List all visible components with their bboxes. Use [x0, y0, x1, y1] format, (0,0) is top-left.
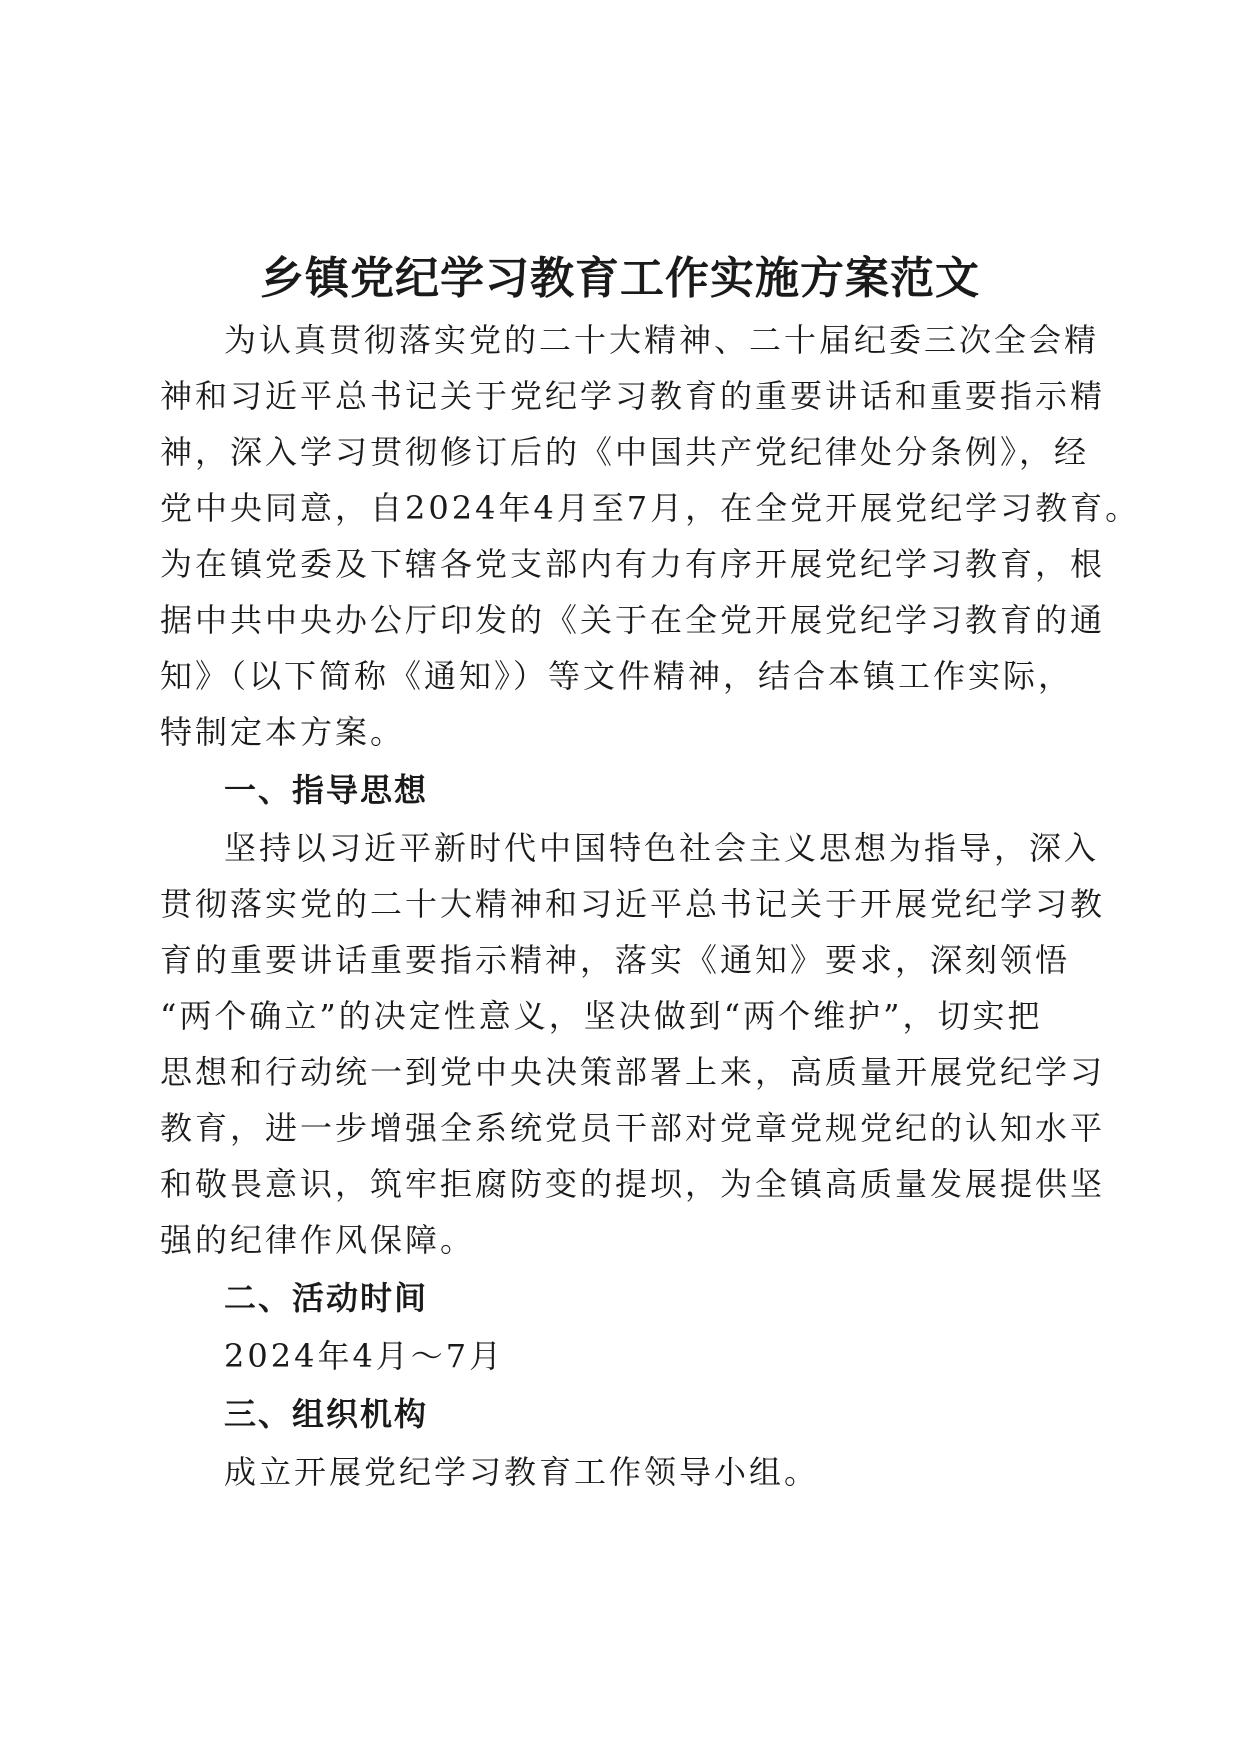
section-2-text: 2024年4月～7月	[224, 1337, 505, 1375]
section-3-heading: 三、组织机构	[224, 1395, 429, 1433]
intro-line-6: 据中共中央办公厅印发的《关于在全党开展党纪学习教育的通	[160, 601, 1106, 639]
document-title: 乡镇党纪学习教育工作实施方案范文	[260, 253, 980, 304]
intro-line-8: 特制定本方案。	[160, 713, 406, 751]
section-1-line-2: 贯彻落实党的二十大精神和习近平总书记关于开展党纪学习教	[160, 885, 1106, 923]
intro-line-3: 神，深入学习贯彻修订后的《中国共产党纪律处分条例》，经	[160, 433, 1090, 471]
section-1-line-7: 和敬畏意识，筑牢拒腐防变的提坝，为全镇高质量发展提供坚	[160, 1165, 1106, 1203]
section-1-line-3: 育的重要讲话重要指示精神，落实《通知》要求，深刻领悟	[160, 941, 1071, 979]
section-1-line-6: 教育，进一步增强全系统党员干部对党章党规党纪的认知水平	[160, 1109, 1106, 1147]
section-3-text: 成立开展党纪学习教育工作领导小组。	[224, 1453, 820, 1491]
intro-line-4: 党中央同意，自2024年4月至7月，在全党开展党纪学习教育。	[160, 489, 1141, 527]
section-1-line-1: 坚持以习近平新时代中国特色社会主义思想为指导，深入	[224, 829, 1100, 867]
intro-line-1: 为认真贯彻落实党的二十大精神、二十届纪委三次全会精	[224, 321, 1100, 359]
section-1-heading: 一、指导思想	[224, 771, 429, 809]
intro-line-2: 神和习近平总书记关于党纪学习教育的重要讲话和重要指示精	[160, 377, 1106, 415]
section-1-line-5: 思想和行动统一到党中央决策部署上来，高质量开展党纪学习	[160, 1053, 1106, 1091]
section-1-line-8: 强的纪律作风保障。	[160, 1221, 476, 1259]
intro-line-7: 知》（以下简称《通知》）等文件精神，结合本镇工作实际，	[160, 657, 1074, 695]
section-1-line-4: “两个确立”的决定性意义，坚决做到“两个维护”，切实把	[160, 997, 1043, 1035]
intro-line-5: 为在镇党委及下辖各党支部内有力有序开展党纪学习教育，根	[160, 545, 1106, 583]
section-2-heading: 二、活动时间	[224, 1279, 429, 1317]
